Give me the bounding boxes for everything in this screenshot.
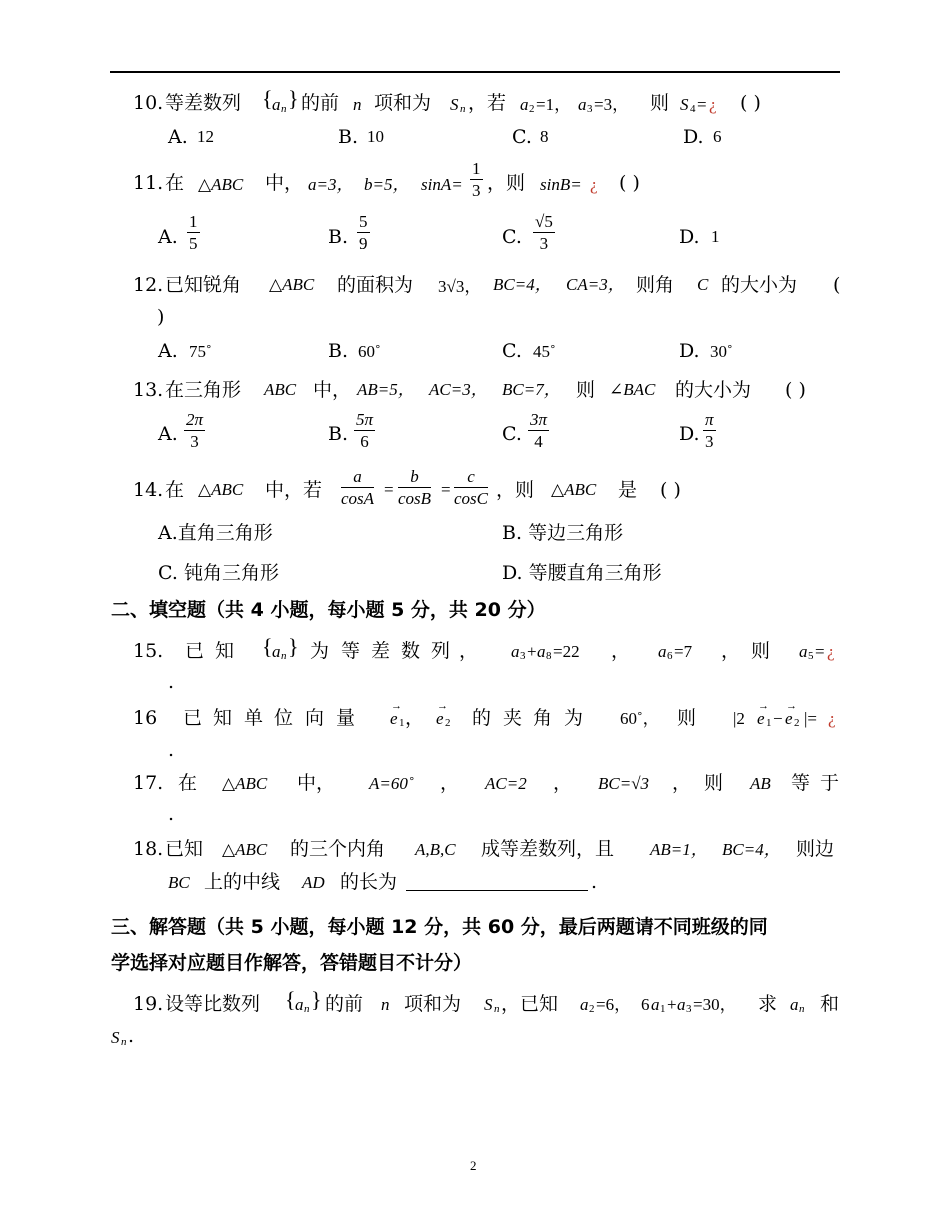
q-text: . [128,1025,135,1047]
option-label: D. [679,423,700,445]
q-text: 则边 [796,838,835,860]
brace-open: { [262,634,273,659]
condition: b=5， [364,175,410,194]
numerator: c [454,468,488,488]
q-text: 于 [820,772,840,794]
var-S: S [450,95,459,114]
subscript: 3 [587,103,593,115]
q-number: 17. [133,772,164,794]
subscript: n [799,1003,805,1015]
option-label: D. [683,126,704,148]
q-number: 18. [133,838,164,860]
value: =1， [536,95,572,114]
equals: = [384,480,394,499]
q-text: 知 [213,707,233,729]
q-text: 则角 [636,274,675,296]
vector-e: e [785,709,793,728]
option-value: 1 [711,227,720,246]
subscript: n [121,1036,127,1048]
q-text: 的面积为 [337,274,414,296]
condition: sinA= [421,175,463,194]
subscript: n [304,1003,310,1015]
var-a: a [520,95,529,114]
condition: AC=3， [429,380,488,399]
subscript: n [494,1003,500,1015]
answer-paren: ( ) [785,379,806,401]
option-fraction [354,411,375,450]
numerator: 5 [359,212,368,231]
q-text: ， [553,772,573,794]
option-value: 12 [197,127,214,146]
q-text: . [168,671,175,693]
q-text: 差 [371,640,391,662]
option-b [502,524,623,543]
triangle-label: △ABC [222,774,268,793]
condition: BC=4， [493,275,552,294]
q-text: 在 [178,772,198,794]
subscript: 2 [529,103,535,115]
ask: AB [750,774,771,793]
value: =6， [596,995,632,1014]
subscript: 3 [520,650,526,662]
header-rule [110,71,840,73]
value: =22 [553,642,580,661]
brace-open: { [285,987,296,1012]
var-a: a [651,995,660,1014]
q-text: 已 [185,640,205,662]
q-text: 则 [576,379,596,401]
q-text: 单 [244,707,264,729]
q-text: 量 [336,707,356,729]
q-number: 16 [133,707,158,729]
angle-value: 60˚， [620,709,660,728]
subscript: 6 [667,650,673,662]
q-text: 中， [265,172,304,194]
option-d [502,564,662,583]
option-value: 30˚ [710,342,733,361]
expr: |2 [733,709,745,728]
option-fraction [703,411,716,450]
q-text: 已知锐角 [165,274,242,296]
q-text: 则 [704,772,724,794]
seq-symbol: a [272,95,281,114]
numerator: 5π [356,410,374,429]
option-value: 8 [540,127,549,146]
garbled-glyph: ¿ [828,709,836,728]
numerator: 2π [186,410,204,429]
q-text: 的大小为 [721,274,798,296]
var-a: a [537,642,546,661]
denominator: 3 [190,432,199,451]
numerator: 3π [530,410,548,429]
option-label: C. [512,126,532,148]
q-text: 成等差数列，且 [481,838,615,860]
vector-e: e [390,709,398,728]
q-text: 向 [305,707,325,729]
option-label: B. [502,522,523,544]
q-text: 设等比数列 [165,993,261,1015]
q-text: 的前 [301,92,340,114]
q-text: ， [405,707,425,729]
q-text: ，则 [496,479,535,501]
var-S: S [111,1028,120,1047]
q-text: . [168,803,175,825]
numerator: 1 [189,212,198,231]
fraction [470,160,483,199]
numerator: √5 [535,212,553,231]
denominator: 9 [359,234,368,253]
condition: BC=4， [722,840,781,859]
subscript: 3 [686,1003,692,1015]
option-label: B. [338,126,359,148]
subscript: n [281,650,287,662]
q-text: ，若 [468,92,507,114]
condition: AB=1， [650,840,708,859]
triangle-label: △ABC [222,840,268,859]
angles: A,B,C [415,840,456,859]
value: =30， [693,995,737,1014]
subscript: 1 [660,1003,666,1015]
option-label: A. [158,423,178,445]
area-value: 3√3， [438,277,482,296]
option-label: A. [158,340,178,362]
ask: sinB= [540,175,582,194]
q-text: 在 [165,479,185,501]
subscript: n [460,103,466,115]
option-fraction [184,411,205,450]
option-c [158,564,279,583]
var-a: a [677,995,686,1014]
denominator: 3 [539,234,549,253]
equals: = [697,95,707,114]
option-value: 等腰直角三角形 [528,562,662,584]
minus: − [773,709,783,728]
option-label: D. [679,226,700,248]
answer-blank[interactable] [406,890,588,891]
answer-paren: ( ) [619,172,640,194]
q-text: 项和为 [404,993,462,1015]
q-text: 的 [472,707,492,729]
option-value: 60˚ [358,342,381,361]
subscript: 1 [766,717,772,729]
angle-label: ∠BAC [609,380,656,399]
subscript: 2 [794,717,800,729]
var-S: S [680,95,689,114]
q-text: 的前 [325,993,364,1015]
var-n: n [381,995,390,1014]
q-number: 19. [133,993,164,1015]
var-a: a [658,642,667,661]
subscript: 8 [546,650,552,662]
q-text: 的大小为 [675,379,752,401]
triangle-label: △ABC [198,480,244,499]
q-number: 12. [133,274,164,296]
option-label: D. [502,562,523,584]
garbled-glyph: ¿ [709,95,717,114]
coef: 6 [641,995,650,1014]
var-S: S [484,995,493,1014]
option-value: 10 [367,127,384,146]
option-value: 6 [713,127,722,146]
brace-close: } [288,86,299,111]
q-text: 知 [215,640,235,662]
garbled-glyph: ¿ [827,642,835,661]
var-n: n [353,95,362,114]
q-text: 为 [310,640,330,662]
q-text: ， [672,772,692,794]
vector-arrow: → [437,700,448,712]
condition: CA=3， [566,275,625,294]
option-label: A. [168,126,188,148]
q-number: 14. [133,479,164,501]
q-text: 位 [274,707,294,729]
q-text: 的长为 [340,871,398,893]
option-label: C. [502,340,522,362]
var-C: C [697,275,709,294]
subscript: 5 [808,650,814,662]
brace-open: { [262,86,273,111]
q-text: 中，若 [265,479,323,501]
option-fraction [528,411,549,450]
vector-arrow: → [786,700,797,712]
option-label: B. [328,423,349,445]
subscript: 4 [690,103,696,115]
option-label: C. [502,226,522,248]
option-value: 等边三角形 [528,522,624,544]
condition: BC=√3 [598,774,650,793]
q-text: ，已知 [501,993,559,1015]
option-value: 45˚ [533,342,556,361]
option-value: 75˚ [189,342,212,361]
q-number: 13. [133,379,164,401]
subscript: 1 [399,717,405,729]
segment: AD [302,873,325,892]
q-number: 11. [133,172,164,194]
expr: |= [804,709,817,728]
denominator: 4 [534,432,543,451]
q-text: 则 [650,92,670,114]
vector-e: e [757,709,765,728]
q-text: 等 [341,640,361,662]
answer-paren: ) [157,306,165,328]
q-text: 夹 [503,707,523,729]
q-text: 等 [791,772,811,794]
option-value: 直角三角形 [177,522,273,544]
equals: = [815,642,825,661]
var-a: a [790,995,799,1014]
q-text: 在 [165,172,185,194]
option-fraction [533,213,555,252]
page-number: 2 [470,1158,477,1173]
denominator: cosC [454,489,488,508]
q-text: ， [440,772,460,794]
plus: + [667,995,677,1014]
q-text: 则 [677,707,697,729]
q-number: 10. [133,92,164,114]
option-label: B. [328,226,349,248]
q-text: 则 [751,640,771,662]
q-text: . [591,871,598,893]
q-text: 中， [313,379,352,401]
vector-arrow: → [391,700,402,712]
triangle-label: △ABC [198,175,244,194]
answer-paren: ( ) [660,479,681,501]
denominator: 5 [189,234,198,253]
var-a: a [578,95,587,114]
option-a [158,524,273,543]
q-text: 角 [533,707,553,729]
condition: A=60˚ [369,774,414,793]
triangle-label: △ABC [551,480,597,499]
brace-close: } [288,634,299,659]
subscript: 2 [589,1003,595,1015]
option-label: C. [502,423,522,445]
denominator: 3 [472,181,481,200]
segment: BC [168,873,190,892]
var-a: a [511,642,520,661]
option-fraction [187,213,200,252]
q-text: 已 [183,707,203,729]
answer-paren: ( ) [740,92,761,114]
condition: a=3， [308,175,354,194]
answer-paren: ( [833,274,841,296]
condition: BC=7， [502,380,561,399]
condition: AC=2 [485,774,527,793]
denominator: cosB [398,489,432,508]
q-text: 上的中线 [204,871,281,893]
q-text: . [168,739,175,761]
denominator: 6 [360,432,369,451]
q-text: ，则 [487,172,526,194]
section-heading-cont: 学选择对应题目作解答，答错题目不计分） [111,952,473,974]
q-text: ， [721,640,741,662]
vector-arrow: → [758,700,769,712]
q-text: ， [611,640,631,662]
option-label: D. [679,340,700,362]
plus: + [527,642,537,661]
q-text: 中， [297,772,336,794]
equals: = [441,480,451,499]
q-text: 数 [401,640,421,662]
subscript: n [281,103,287,115]
denominator: 3 [705,432,714,451]
option-label: B. [328,340,349,362]
fraction-a [341,468,374,507]
numerator: a [341,468,374,488]
q-text: 已知 [165,838,204,860]
q-text: 为 [564,707,584,729]
numerator: 1 [472,159,481,178]
q-text: 等差数列 [165,92,242,114]
q-text: 求 [758,993,778,1015]
q-text: 是 [618,479,638,501]
garbled-glyph: ¿ [590,175,598,194]
q-number: 15. [133,640,164,662]
numerator: b [398,468,431,488]
seq-symbol: a [272,642,281,661]
option-value: 钝角三角形 [183,562,279,584]
q-text: 的三个内角 [290,838,386,860]
var-a: a [580,995,589,1014]
condition: AB=5， [357,380,415,399]
triangle-label: △ABC [269,275,315,294]
value: =7 [674,642,693,661]
q-text: 和 [820,993,840,1015]
fraction-b [398,468,431,507]
option-label: C. [158,562,178,584]
numerator: π [705,410,714,429]
subscript: 2 [445,717,451,729]
seq-symbol: a [295,995,304,1014]
option-fraction [357,213,370,252]
section-heading: 三、解答题（共 5 小题，每小题 12 分，共 60 分，最后两题请不同班级的同 [111,916,768,938]
q-text: 列 [431,640,451,662]
option-label: A. [158,226,178,248]
brace-close: } [311,987,322,1012]
denominator: cosA [341,489,375,508]
q-text: 在三角形 [165,379,242,401]
triangle-label: ABC [264,380,297,399]
fraction-c [454,468,488,507]
vector-e: e [436,709,444,728]
q-text: 项和为 [374,92,432,114]
value: =3， [594,95,630,114]
option-label: A. [158,522,178,544]
section-heading: 二、填空题（共 4 小题，每小题 5 分，共 20 分） [111,599,546,621]
q-text: ， [459,640,479,662]
var-a: a [799,642,808,661]
